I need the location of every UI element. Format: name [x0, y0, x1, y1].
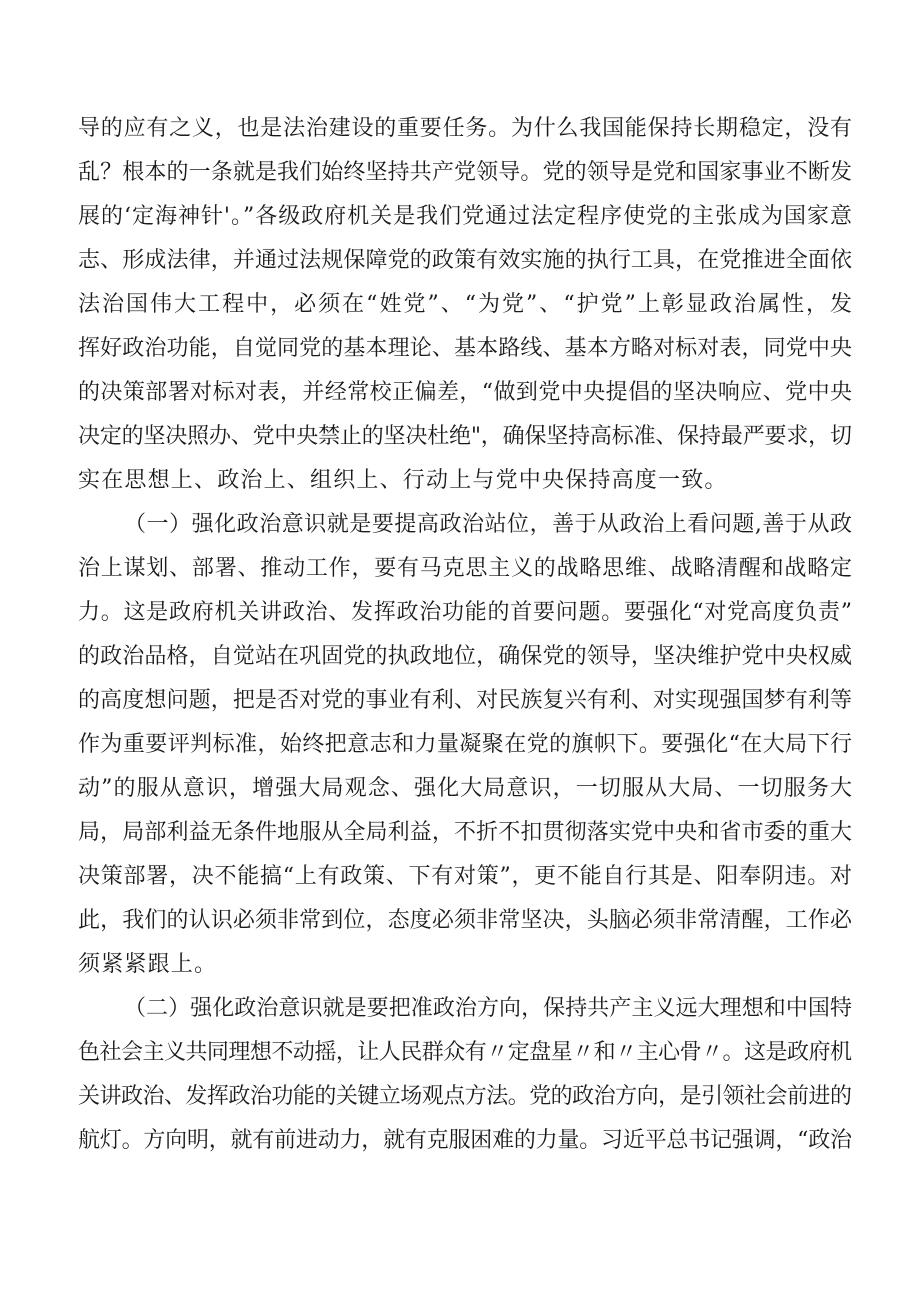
text-line: 决策部署，决不能搞“上有政策、下有对策”，更不能自行其是、阳奉阴违。对	[78, 864, 853, 889]
text-line: 作为重要评判标准，始终把意志和力量凝聚在党的旗帜下。要强化“在大局下行	[78, 732, 853, 757]
paragraph-first-line: （一）强化政治意识就是要提高政治站位，善于从政治上看问题,善于从政	[124, 512, 853, 537]
text-line: 的决策部署对标对表，并经常校正偏差，“做到党中央提倡的坚决响应、党中央	[78, 380, 853, 405]
text-line: 局，局部利益无条件地服从全局利益，不折不扣贯彻落实党中央和省市委的重大	[78, 820, 853, 845]
text-line: 乱？根本的一条就是我们始终坚持共产党领导。党的领导是党和国家事业不断发	[78, 160, 853, 185]
text-line: 导的应有之义，也是法治建设的重要任务。为什么我国能保持长期稳定，没有	[78, 116, 853, 141]
text-line: 决定的坚决照办、党中央禁止的坚决杜绝"，确保坚持高标准、保持最严要求，切	[78, 424, 852, 449]
text-line: 关讲政治、发挥政治功能的关键立场观点方法。党的政治方向，是引领社会前进的	[78, 1084, 852, 1109]
text-line: 力。这是政府机关讲政治、发挥政治功能的首要问题。要强化“对党高度负责”	[78, 600, 853, 625]
text-line: 法治国伟大工程中，必须在“姓党”、“为党”、“护党”上彰显政治属性，发	[78, 292, 854, 317]
paragraph-first-line: （二）强化政治意识就是要把准政治方向，保持共产主义远大理想和中国特	[124, 996, 853, 1021]
text-line: 的政治品格，自觉站在巩固党的执政地位，确保党的领导，坚决维护党中央权威	[78, 644, 853, 669]
text-line: 此，我们的认识必须非常到位，态度必须非常坚决，头脑必须非常清醒，工作必	[78, 908, 853, 933]
paragraph-end-line: 须紧紧跟上。	[78, 952, 218, 977]
paragraph-end-line: 实在思想上、政治上、组织上、行动上与党中央保持高度一致。	[78, 468, 728, 493]
text-line: 色社会主义共同理想不动摇，让人民群众有〃定盘星〃和〃主心骨〃。这是政府机	[78, 1040, 852, 1065]
text-line: 挥好政治功能，自觉同党的基本理论、基本路线、基本方略对标对表，同党中央	[78, 336, 853, 361]
text-line: 的高度想问题，把是否对党的事业有利、对民族复兴有利、对实现强国梦有利等	[78, 688, 853, 713]
text-line: 动”的服从意识，增强大局观念、强化大局意识，一切服从大局、一切服务大	[78, 776, 854, 801]
text-line: 航灯。方向明，就有前进动力，就有克服困难的力量。习近平总书记强调，“政治	[78, 1128, 852, 1153]
text-line: 治上谋划、部署、推动工作，要有马克思主义的战略思维、战略清醒和战略定	[78, 556, 853, 581]
text-line: 志、形成法律，并通过法规保障党的政策有效实施的执行工具，在党推进全面依	[78, 248, 853, 273]
text-line: 展的‘定海神针'。”各级政府机关是我们党通过法定程序使党的主张成为国家意	[78, 204, 853, 229]
